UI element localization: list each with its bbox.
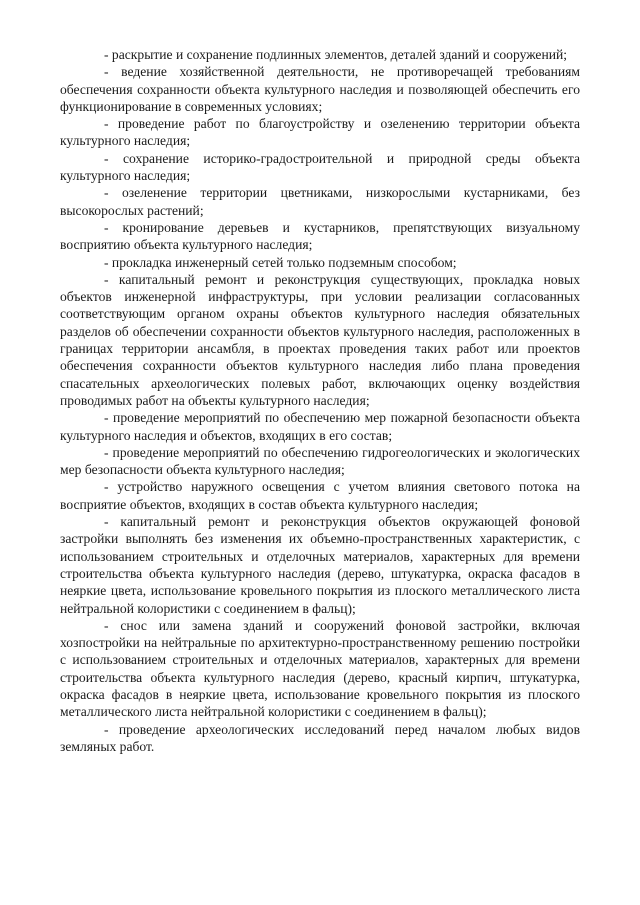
list-item: - сохранение историко-градостроительной и природной среды объекта культурного наследия;	[60, 150, 580, 184]
list-item: - проведение работ по благоустройству и озеленению территории объекта культурного наследия;	[60, 116, 580, 149]
list-item: - прокладка инженерный сетей только подземным способом;	[104, 254, 457, 270]
list-item: - капитальный ремонт и реконструкция существующих, прокладка новых объектов инженерной инфраструктуры, при условии реализации согласованных соответствующим органом охраны объектов культурного наследия обязательных разделов об обеспечении сохранности объектов культурного наследия, расположенных в границах территории ансамбля, в проектах проведения таких работ или проектов обеспечения сохранности объектов культурного наследия либо плана проведения спасательных археологических полевых работ, включающих оценку воздействия проводимых работ на объекты культурного наследия;	[60, 271, 580, 408]
list-item: - устройство наружного освещения с учетом влияния светового потока на восприятие объектов, входящих в состав объекта культурного наследия;	[60, 479, 580, 512]
list-item: - раскрытие и сохранение подлинных элементов, деталей зданий и сооружений;	[104, 47, 568, 62]
document-page	[60, 46, 580, 755]
list-item: - озеленение территории цветниками, низкорослыми кустарниками, без высокорослых растений;	[60, 185, 580, 218]
list-item: - капитальный ремонт и реконструкция объектов окружающей фоновой застройки выполнять без изменения их объемно-пространственных характеристик, с использованием строительных и отделочных материалов, характерных для времени строительства объекта культурного наследия (дерево, штукатурка, окраска фасадов в неяркие цвета, использование кровельного покрытия из плоского металлического листа нейтральной колористики с соединением в фальц);	[60, 514, 580, 616]
list-item: - ведение хозяйственной деятельности, не противоречащей требованиям обеспечения сохранности объекта культурного наследия и позволяющей обеспечить его функционирование в современных условиях;	[60, 64, 580, 114]
list-item: - проведение археологических исследований перед началом любых видов земляных работ.	[60, 721, 580, 754]
list-item: - проведение мероприятий по обеспечению мер пожарной безопасности объекта культурного наследия и объектов, входящих в его состав;	[60, 410, 580, 443]
list-item: - кронирование деревьев и кустарников, препятствующих визуальному восприятию объекта культурного наследия;	[60, 219, 580, 253]
list-item: - снос или замена зданий и сооружений фоновой застройки, включая хозпостройки на нейтральные по архитектурно-пространственному решению постройки с использованием строительных и отделочных материалов, характерных для времени строительства объекта культурного наследия (дерево, красный кирпич, штукатурка, окраска фасадов в неяркие цвета, использование кровельного покрытия из плоского металлического листа нейтральной колористики с соединением в фальц);	[60, 617, 580, 720]
list-item: - проведение мероприятий по обеспечению гидрогеологических и экологических мер безопасности объекта культурного наследия;	[60, 444, 580, 478]
